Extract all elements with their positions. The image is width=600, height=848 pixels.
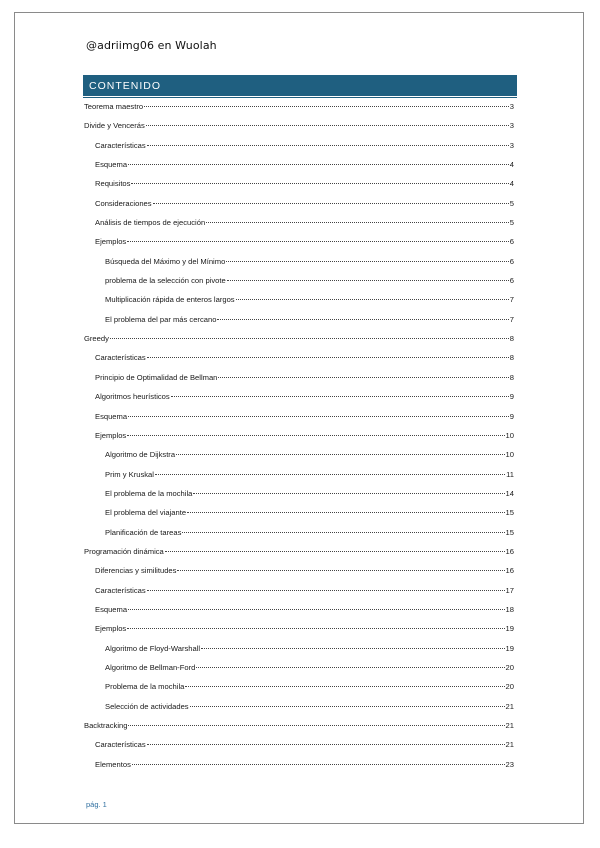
toc-entry[interactable]	[84, 721, 514, 740]
toc-dot-leader	[147, 357, 509, 358]
toc-heading: CONTENIDO	[83, 75, 517, 96]
toc-entry[interactable]	[84, 740, 514, 759]
toc-entry[interactable]	[84, 702, 514, 721]
toc-dot-leader	[196, 667, 504, 668]
toc-dot-leader	[171, 396, 509, 397]
toc-entry-page: 8	[509, 372, 514, 382]
toc-dot-leader	[185, 686, 504, 687]
toc-entry-page: 20	[505, 682, 514, 692]
toc-dot-leader	[147, 145, 509, 146]
toc-entry[interactable]	[84, 257, 514, 276]
toc-dot-leader	[193, 493, 504, 494]
toc-dot-leader	[132, 764, 505, 765]
toc-entry-page: 15	[505, 527, 514, 537]
toc-entry-title: Esquema	[95, 411, 128, 421]
toc-dot-leader	[177, 570, 504, 571]
toc-entry-title: Algoritmos heurísticos	[95, 392, 170, 402]
toc-entry[interactable]	[84, 353, 514, 372]
toc-entry-title: Principio de Optimalidad de Bellman	[95, 372, 218, 382]
toc-entry[interactable]	[84, 334, 514, 353]
toc-entry-page: 6	[509, 237, 514, 247]
toc-entry[interactable]	[84, 586, 514, 605]
toc-entry-page: 23	[505, 759, 514, 769]
toc-entry[interactable]	[84, 199, 514, 218]
toc-dot-leader	[206, 222, 509, 223]
toc-dot-leader	[236, 299, 509, 300]
toc-entry-title: Algoritmo de Dijkstra	[105, 450, 176, 460]
toc-entry-page: 20	[505, 662, 514, 672]
toc-entry-title: Características	[95, 585, 146, 595]
toc-entry-title: Divide y Vencerás	[84, 121, 145, 131]
toc-entry[interactable]	[84, 682, 514, 701]
toc-entry-title: Búsqueda del Máximo y del Mínimo	[105, 256, 226, 266]
toc-entry-page: 21	[505, 721, 514, 730]
toc-entry-page: 4	[509, 179, 514, 189]
table-of-contents	[84, 102, 514, 779]
toc-entry-title: Selección de actividades	[105, 701, 189, 711]
toc-entry-title: Esquema	[95, 604, 128, 614]
toc-entry[interactable]	[84, 566, 514, 585]
toc-entry-page: 21	[505, 740, 514, 750]
toc-entry-title: Esquema	[95, 160, 128, 170]
toc-dot-leader	[155, 474, 505, 475]
toc-entry[interactable]	[84, 218, 514, 237]
toc-entry-page: 3	[509, 102, 514, 111]
toc-entry-title: problema de la selección con pivote	[105, 276, 226, 286]
toc-entry[interactable]	[84, 624, 514, 643]
toc-entry[interactable]	[84, 663, 514, 682]
toc-entry[interactable]	[84, 412, 514, 431]
toc-entry-title: Algoritmo de Floyd-Warshall	[105, 643, 201, 653]
toc-entry[interactable]	[84, 547, 514, 566]
toc-entry[interactable]	[84, 470, 514, 489]
toc-entry-title: El problema de la mochila	[105, 488, 193, 498]
toc-entry[interactable]	[84, 644, 514, 663]
toc-entry-title: Características	[95, 353, 146, 363]
toc-entry-title: Características	[95, 140, 146, 150]
toc-dot-leader	[182, 532, 504, 533]
toc-dot-leader	[146, 125, 509, 126]
toc-dot-leader	[176, 454, 504, 455]
toc-entry[interactable]	[84, 160, 514, 179]
toc-entry-page: 6	[509, 276, 514, 286]
toc-entry-title: Ejemplos	[95, 430, 127, 440]
toc-entry-page: 3	[509, 121, 514, 131]
toc-dot-leader	[226, 261, 508, 262]
toc-entry-title: Ejemplos	[95, 624, 127, 634]
toc-entry-page: 4	[509, 160, 514, 170]
toc-entry-title: Elementos	[95, 759, 131, 769]
toc-entry-page: 16	[505, 546, 514, 556]
toc-entry-page: 19	[505, 643, 514, 653]
toc-entry[interactable]	[84, 121, 514, 140]
toc-entry[interactable]	[84, 315, 514, 334]
toc-entry-title: Requisitos	[95, 179, 131, 189]
toc-entry-title: El problema del viajante	[105, 508, 187, 518]
toc-entry-page: 19	[505, 624, 514, 634]
toc-entry[interactable]	[84, 295, 514, 314]
toc-entry[interactable]	[84, 605, 514, 624]
toc-dot-leader	[153, 203, 509, 204]
toc-dot-leader	[147, 744, 505, 745]
toc-dot-leader	[227, 280, 509, 281]
toc-entry-title: Teorema maestro	[84, 102, 144, 111]
toc-entry-page: 17	[505, 585, 514, 595]
toc-entry-page: 14	[505, 488, 514, 498]
toc-dot-leader	[144, 106, 509, 107]
toc-entry-page: 6	[509, 256, 514, 266]
toc-entry[interactable]	[84, 179, 514, 198]
toc-entry-page: 5	[509, 218, 514, 228]
toc-dot-leader	[131, 183, 508, 184]
toc-entry[interactable]	[84, 508, 514, 527]
toc-dot-leader	[201, 648, 504, 649]
toc-entry[interactable]	[84, 102, 514, 121]
watermark-text: @adriimg06 en Wuolah	[86, 39, 217, 52]
toc-entry-title: Backtracking	[84, 721, 128, 730]
toc-entry-page: 3	[509, 140, 514, 150]
toc-dot-leader	[128, 416, 509, 417]
toc-entry-page: 21	[505, 701, 514, 711]
toc-entry-page: 8	[509, 334, 514, 344]
toc-entry-page: 7	[509, 295, 514, 305]
toc-entry-title: Algoritmo de Bellman-Ford	[105, 662, 196, 672]
toc-entry[interactable]	[84, 450, 514, 469]
toc-entry[interactable]	[84, 237, 514, 256]
toc-dot-leader	[218, 377, 508, 378]
toc-dot-leader	[127, 628, 504, 629]
toc-entry-page: 9	[509, 411, 514, 421]
toc-entry[interactable]	[84, 760, 514, 779]
toc-dot-leader	[110, 338, 509, 339]
toc-entry-page: 9	[509, 392, 514, 402]
toc-dot-leader	[147, 590, 505, 591]
toc-dot-leader	[128, 725, 504, 726]
toc-entry-title: Prim y Kruskal	[105, 469, 154, 479]
toc-entry-page: 7	[509, 314, 514, 324]
toc-dot-leader	[128, 609, 504, 610]
toc-entry-title: Ejemplos	[95, 237, 127, 247]
toc-entry-page: 15	[505, 508, 514, 518]
footer-page-number: pág. 1	[86, 800, 107, 809]
toc-entry-title: Características	[95, 740, 146, 750]
toc-entry-title: Multiplicación rápida de enteros largos	[105, 295, 235, 305]
toc-entry[interactable]	[84, 392, 514, 411]
toc-dot-leader	[128, 164, 509, 165]
toc-entry-page: 11	[506, 469, 514, 479]
toc-entry-title: Planificación de tareas	[105, 527, 182, 537]
toc-dot-leader	[127, 435, 504, 436]
toc-dot-leader	[165, 551, 505, 552]
toc-dot-leader	[187, 512, 504, 513]
toc-entry[interactable]	[84, 489, 514, 508]
toc-entry-page: 10	[505, 430, 514, 440]
toc-entry-title: Programación dinámica	[84, 546, 164, 556]
toc-entry[interactable]	[84, 141, 514, 160]
toc-dot-leader	[190, 706, 505, 707]
toc-entry[interactable]	[84, 276, 514, 295]
toc-entry-page: 10	[505, 450, 514, 460]
toc-dot-leader	[127, 241, 509, 242]
toc-entry-page: 18	[505, 604, 514, 614]
toc-entry-title: Greedy	[84, 334, 109, 344]
toc-entry[interactable]	[84, 528, 514, 547]
toc-entry[interactable]	[84, 373, 514, 392]
toc-entry-page: 5	[509, 198, 514, 208]
toc-entry-title: Diferencias y similitudes	[95, 566, 177, 576]
toc-entry-title: El problema del par más cercano	[105, 314, 217, 324]
toc-entry-title: Análisis de tiempos de ejecución	[95, 218, 206, 228]
toc-entry-page: 8	[509, 353, 514, 363]
toc-dot-leader	[217, 319, 508, 320]
toc-heading-rule	[83, 97, 517, 98]
toc-entry[interactable]	[84, 431, 514, 450]
toc-entry-page: 16	[505, 566, 514, 576]
toc-entry-title: Consideraciones	[95, 198, 152, 208]
toc-entry-title: Problema de la mochila	[105, 682, 185, 692]
